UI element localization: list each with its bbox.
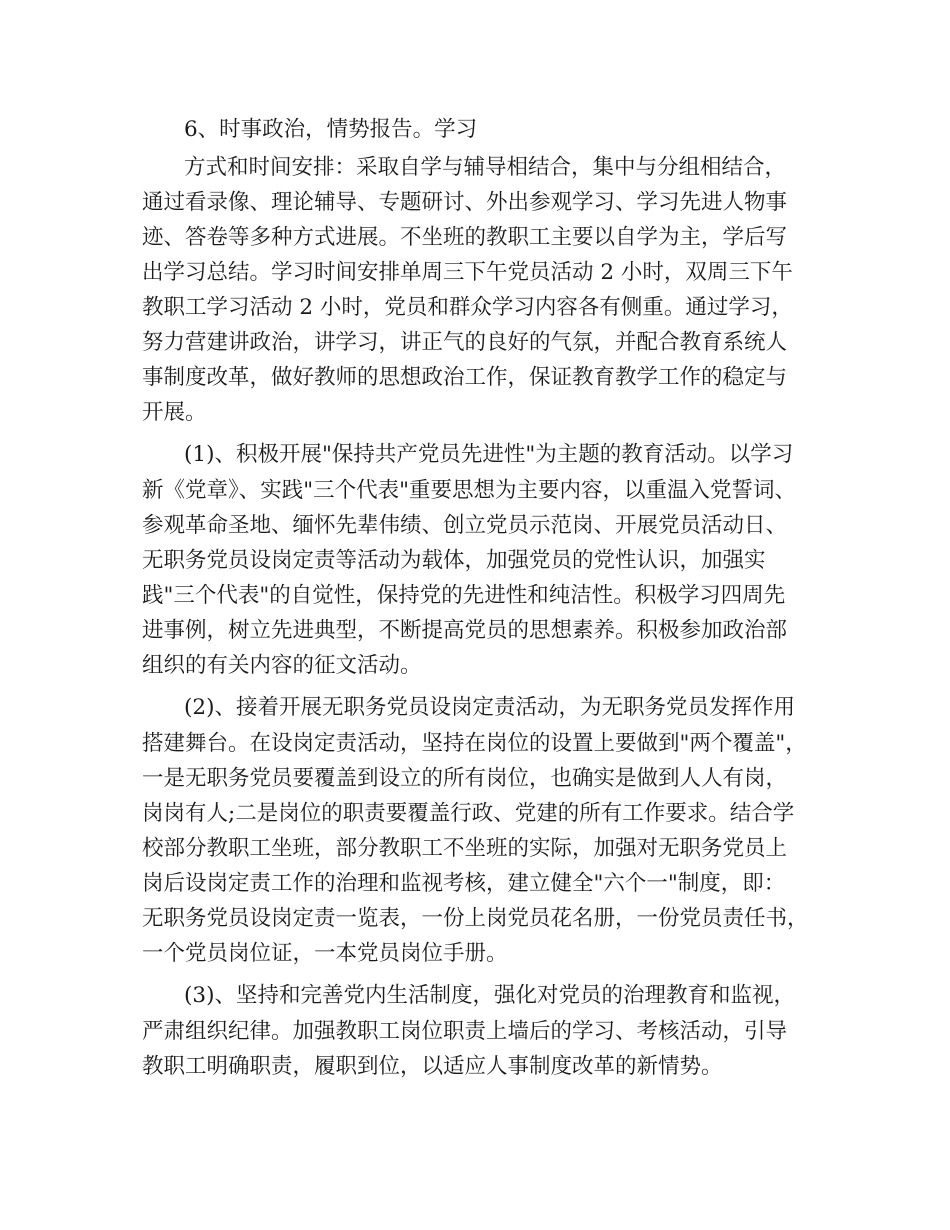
text-line: 搭建舞台。在设岗定责活动，坚持在岗位的设置上要做到"两个覆盖"， [142,731,807,756]
text-line: 无职务党员设岗定责一览表，一份上岗党员花名册，一份党员责任书， [142,906,809,931]
text-line: 方式和时间安排：采取自学与辅导相结合，集中与分组相结合， [184,155,787,180]
text-line: 岗后设岗定责工作的治理和监视考核，建立健全"六个一"制度，即： [142,871,786,896]
text-line: 6、时事政治，情势报告。学习 [184,117,478,142]
text-line: 组织的有关内容的征文活动。 [142,653,422,678]
text-line: 出学习总结。学习时间安排单周三下午党员活动 2 小时，双周三下午 [142,260,793,285]
text-line: 无职务党员设岗定责等活动为载体，加强党员的党性认识，加强实 [142,548,766,573]
text-line: 教职工学习活动 2 小时，党员和群众学习内容各有侧重。通过学习， [142,295,793,320]
text-line: 教职工明确职责，履职到位，以适应人事制度改革的新情势。 [142,1054,723,1079]
text-line: 通过看录像、理论辅导、专题研讨、外出参观学习、学习先进人物事 [142,190,788,215]
text-line: 校部分教职工坐班，部分教职工不坐班的实际，加强对无职务党员上 [142,836,788,861]
text-line: 严肃组织纪律。加强教职工岗位职责上墙后的学习、考核活动，引导 [142,1019,788,1044]
text-line: 践"三个代表"的自觉性，保持党的先进性和纯洁性。积极学习四周先 [142,583,786,608]
text-line: 参观革命圣地、缅怀先辈伟绩、创立党员示范岗、开展党员活动日、 [142,513,788,538]
text-line: 进事例，树立先进典型，不断提高党员的思想素养。积极参加政治部 [142,618,788,643]
text-line: 开展。 [142,400,207,425]
text-line: 一是无职务党员要覆盖到设立的所有岗位，也确实是做到人人有岗， [142,766,788,791]
text-line: 一个党员岗位证，一本党员岗位手册。 [142,941,508,966]
text-line: 事制度改革，做好教师的思想政治工作，保证教育教学工作的稳定与 [142,365,788,390]
text-line: 新《党章》、实践"三个代表"重要思想为主要内容，以重温入党誓词、 [142,478,797,503]
text-line: (2)、接着开展无职务党员设岗定责活动，为无职务党员发挥作用 [184,695,795,720]
text-line: (1)、积极开展"保持共产党员先进性"为主题的教育活动。以学习 [184,442,794,467]
text-line: 努力营建讲政治，讲学习，讲正气的良好的气氛，并配合教育系统人 [142,330,788,355]
text-line: 迹、答卷等多种方式进展。不坐班的教职工主要以自学为主，学后写 [142,225,788,250]
text-line: 岗岗有人;二是岗位的职责要覆盖行政、党建的所有工作要求。结合学 [142,801,795,826]
text-line: (3)、坚持和完善党内生活制度，强化对党员的治理教育和监视， [184,983,795,1008]
